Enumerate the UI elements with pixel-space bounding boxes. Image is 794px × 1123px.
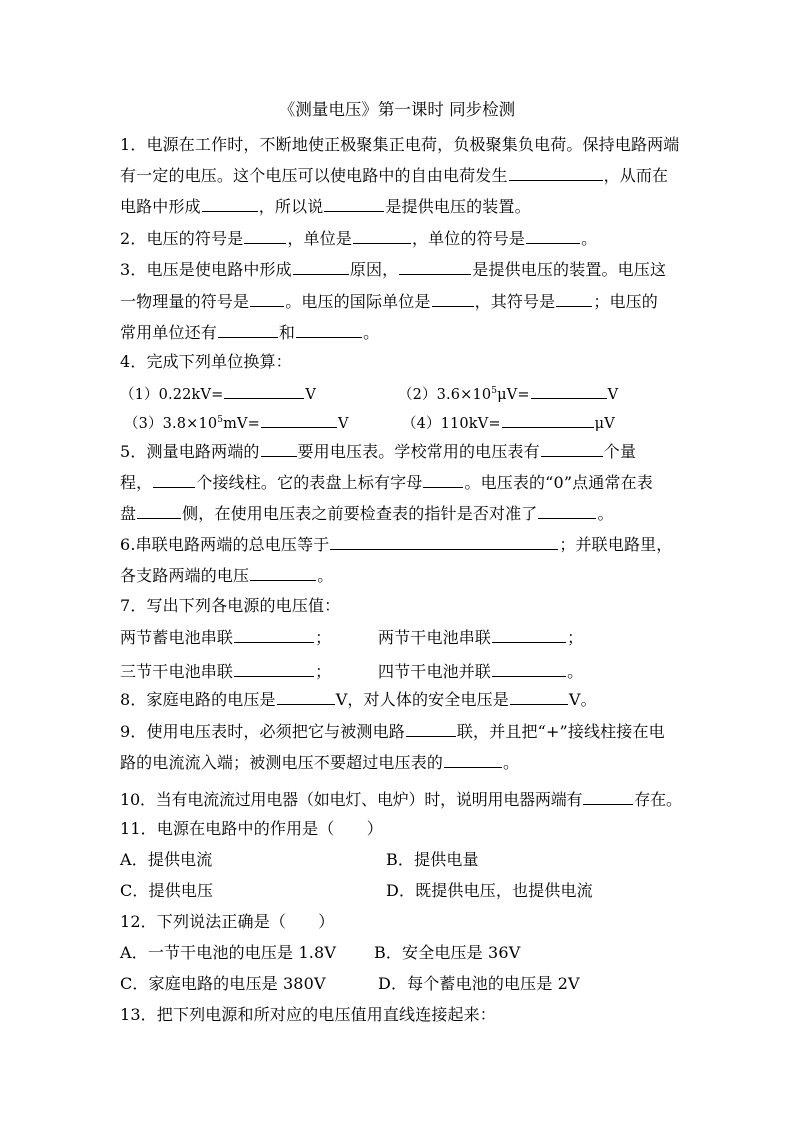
blank[interactable] xyxy=(353,227,411,244)
q1-text: 有一定的电压。这个电压可以使电路中的自由电荷发生 xyxy=(120,166,508,185)
q11-option-b[interactable]: B．提供电量 xyxy=(386,850,479,869)
q10-text: 10．当有电流流过用电器（如电灯、电炉）时，说明用电器两端有 xyxy=(120,790,583,809)
q8-text: 8．家庭电路的电压是 xyxy=(120,690,276,709)
q6-line1 xyxy=(120,533,672,556)
blank[interactable] xyxy=(277,688,335,705)
q3-text: 。 xyxy=(363,323,380,342)
q3-text: 和 xyxy=(278,323,296,342)
q12-option-d[interactable]: D．每个蓄电池的电压是 2V xyxy=(378,974,580,993)
blank[interactable] xyxy=(137,502,181,519)
q2-text: ，单位的符号是 xyxy=(412,229,526,248)
q12-stem: 12．下列说法正确是（ ） xyxy=(120,912,335,931)
q7-text: 两节干电池串联 xyxy=(378,628,492,647)
q4-text: μV xyxy=(594,416,615,432)
q12-option-a[interactable]: A．一节干电池的电压是 1.8V xyxy=(120,943,337,962)
blank[interactable] xyxy=(531,382,607,399)
blank[interactable] xyxy=(541,440,603,457)
blank[interactable] xyxy=(509,164,603,181)
q4-text: V xyxy=(305,387,317,403)
q7-text: 四节干电池并联 xyxy=(378,662,492,681)
blank[interactable] xyxy=(153,471,195,488)
q12-option-c[interactable]: C．家庭电路的电压是 380V xyxy=(120,974,326,993)
blank[interactable] xyxy=(399,258,471,275)
q11-option-d[interactable]: D．既提供电压，也提供电流 xyxy=(386,881,593,900)
q4-text: （1）0.22kV= xyxy=(120,387,224,403)
q6-text: 各支路两端的电压 xyxy=(120,566,250,585)
blank[interactable] xyxy=(250,290,284,307)
q2-text: ，单位是 xyxy=(287,229,352,248)
q10-line xyxy=(120,788,682,811)
q1-line1 xyxy=(120,134,679,156)
q4-text: （2）3.6×10 xyxy=(398,387,492,403)
q13-stem: 13．把下列电源和所对应的电压值用直线连接起来： xyxy=(120,1005,496,1024)
q4-text: （3）3.8×10 xyxy=(124,416,218,432)
blank[interactable] xyxy=(234,660,314,677)
q6-text: 6.串联电路两端的总电压等于 xyxy=(120,535,330,554)
q2-line xyxy=(120,227,597,250)
q2-text: 2．电压的符号是 xyxy=(120,229,244,248)
q4-text: mV= xyxy=(223,416,260,432)
q7-item-a xyxy=(120,626,331,649)
q4-head: 4．完成下列单位换算： xyxy=(120,352,292,371)
q6-text: 。 xyxy=(317,566,334,585)
q7-item-b xyxy=(378,626,583,649)
q3-text: 3．电压是使电路中形成 xyxy=(120,260,292,279)
q4-text: （4）110kV= xyxy=(402,416,501,432)
q8-text: V。 xyxy=(568,690,597,709)
blank[interactable] xyxy=(244,227,286,244)
blank[interactable] xyxy=(224,382,304,399)
page-title: 《测量电压》第一课时 同步检测 xyxy=(278,100,516,119)
q5-text: 程， xyxy=(120,473,153,492)
q11-option-a[interactable]: A．提供电流 xyxy=(120,850,213,869)
q5-text: 5．测量电路两端的 xyxy=(120,442,260,461)
q1-text: 电路中形成 xyxy=(120,197,201,216)
q4-text: μV= xyxy=(497,387,530,403)
q8-line xyxy=(120,688,597,711)
q4-exponent: 5 xyxy=(217,415,224,425)
q1-line2 xyxy=(120,164,668,187)
q3-line3 xyxy=(120,321,379,344)
blank[interactable] xyxy=(423,471,463,488)
q3-text: ；电压的 xyxy=(593,292,658,311)
blank[interactable] xyxy=(502,411,594,428)
blank[interactable] xyxy=(261,440,297,457)
q3-text: 。电压的国际单位是 xyxy=(285,292,431,311)
q3-text: ，其符号是 xyxy=(474,292,556,311)
blank[interactable] xyxy=(526,227,580,244)
q5-text: 侧，在使用电压表之前要检查表的指针是否对准了 xyxy=(182,504,538,523)
q11-stem: 11．电源在电路中的作用是（ ） xyxy=(120,819,383,838)
q9-text: 路的电流流入端；被测电压不要超过电压表的 xyxy=(120,753,444,772)
blank[interactable] xyxy=(218,321,278,338)
q1-text: 1．电源在工作时，不断地使正极聚集正电荷，负极聚集负电荷。保持电路两端 xyxy=(120,135,680,154)
q4-part1 xyxy=(120,382,316,406)
q7-text: ； xyxy=(567,628,584,647)
q7-text: 。 xyxy=(567,662,584,681)
q9-text: 。 xyxy=(503,753,520,772)
blank[interactable] xyxy=(432,290,474,307)
q10-text: 存在。 xyxy=(634,790,682,809)
q4-part4 xyxy=(402,411,615,435)
q5-text: 。 xyxy=(597,504,614,523)
blank[interactable] xyxy=(492,626,566,643)
q7-text: 两节蓄电池串联 xyxy=(120,628,234,647)
blank[interactable] xyxy=(406,720,456,737)
q11-option-c[interactable]: C．提供电压 xyxy=(120,881,214,900)
q9-line2 xyxy=(120,751,519,774)
q5-line3 xyxy=(120,502,614,525)
q6-text: ；并联电路里， xyxy=(559,535,673,554)
q7-item-c xyxy=(120,660,331,683)
blank[interactable] xyxy=(330,533,558,550)
q5-text: 要用电压表。学校常用的电压表有 xyxy=(297,442,540,461)
q1-line3 xyxy=(120,195,531,218)
q7-text: ； xyxy=(315,662,332,681)
q4-text: V xyxy=(337,416,349,432)
q5-line2 xyxy=(120,471,653,494)
q1-text: ，从而在 xyxy=(603,166,669,185)
blank[interactable] xyxy=(296,321,362,338)
q4-exponent: 5 xyxy=(491,386,498,396)
q7-item-d xyxy=(378,660,583,683)
blank[interactable] xyxy=(202,195,258,212)
q4-part3 xyxy=(124,411,349,435)
q3-line1 xyxy=(120,258,666,281)
blank[interactable] xyxy=(583,788,633,805)
blank[interactable] xyxy=(556,290,592,307)
q5-line1 xyxy=(120,440,636,463)
blank[interactable] xyxy=(261,411,337,428)
q2-text: 。 xyxy=(581,229,598,248)
q9-line1 xyxy=(120,720,665,743)
q6-line2 xyxy=(120,564,333,587)
q3-line2 xyxy=(120,290,658,313)
q7-head: 7．写出下列各电源的电压值： xyxy=(120,596,341,615)
blank[interactable] xyxy=(444,751,502,768)
q5-text: 。电压表的“0”点通常在表 xyxy=(464,473,653,492)
q8-text: V，对人体的安全电压是 xyxy=(335,690,509,709)
q4-part2 xyxy=(398,382,618,406)
q3-text: 原因， xyxy=(349,260,399,279)
q7-text: ； xyxy=(315,628,332,647)
q1-text: 是提供电压的装置。 xyxy=(385,197,531,216)
blank[interactable] xyxy=(234,626,314,643)
q5-text: 个接线柱。它的表盘上标有字母 xyxy=(196,473,423,492)
q9-text: 联，并且把“+”接线柱接在电 xyxy=(456,722,665,741)
q1-text: ，所以说 xyxy=(258,197,324,216)
q5-text: 个量 xyxy=(603,442,637,461)
blank[interactable] xyxy=(492,660,566,677)
q12-option-b[interactable]: B．安全电压是 36V xyxy=(374,943,521,962)
q5-text: 盘 xyxy=(120,504,137,523)
blank[interactable] xyxy=(293,258,349,275)
blank[interactable] xyxy=(250,564,316,581)
q3-text: 一物理量的符号是 xyxy=(120,292,250,311)
q4-text: V xyxy=(607,387,619,403)
q3-text: 常用单位还有 xyxy=(120,323,217,342)
q9-text: 9．使用电压表时，必须把它与被测电路 xyxy=(120,722,405,741)
q7-text: 三节干电池串联 xyxy=(120,662,234,681)
blank[interactable] xyxy=(324,195,384,212)
q3-text: 是提供电压的装置。电压这 xyxy=(472,260,667,279)
blank[interactable] xyxy=(510,688,568,705)
blank[interactable] xyxy=(538,502,596,519)
